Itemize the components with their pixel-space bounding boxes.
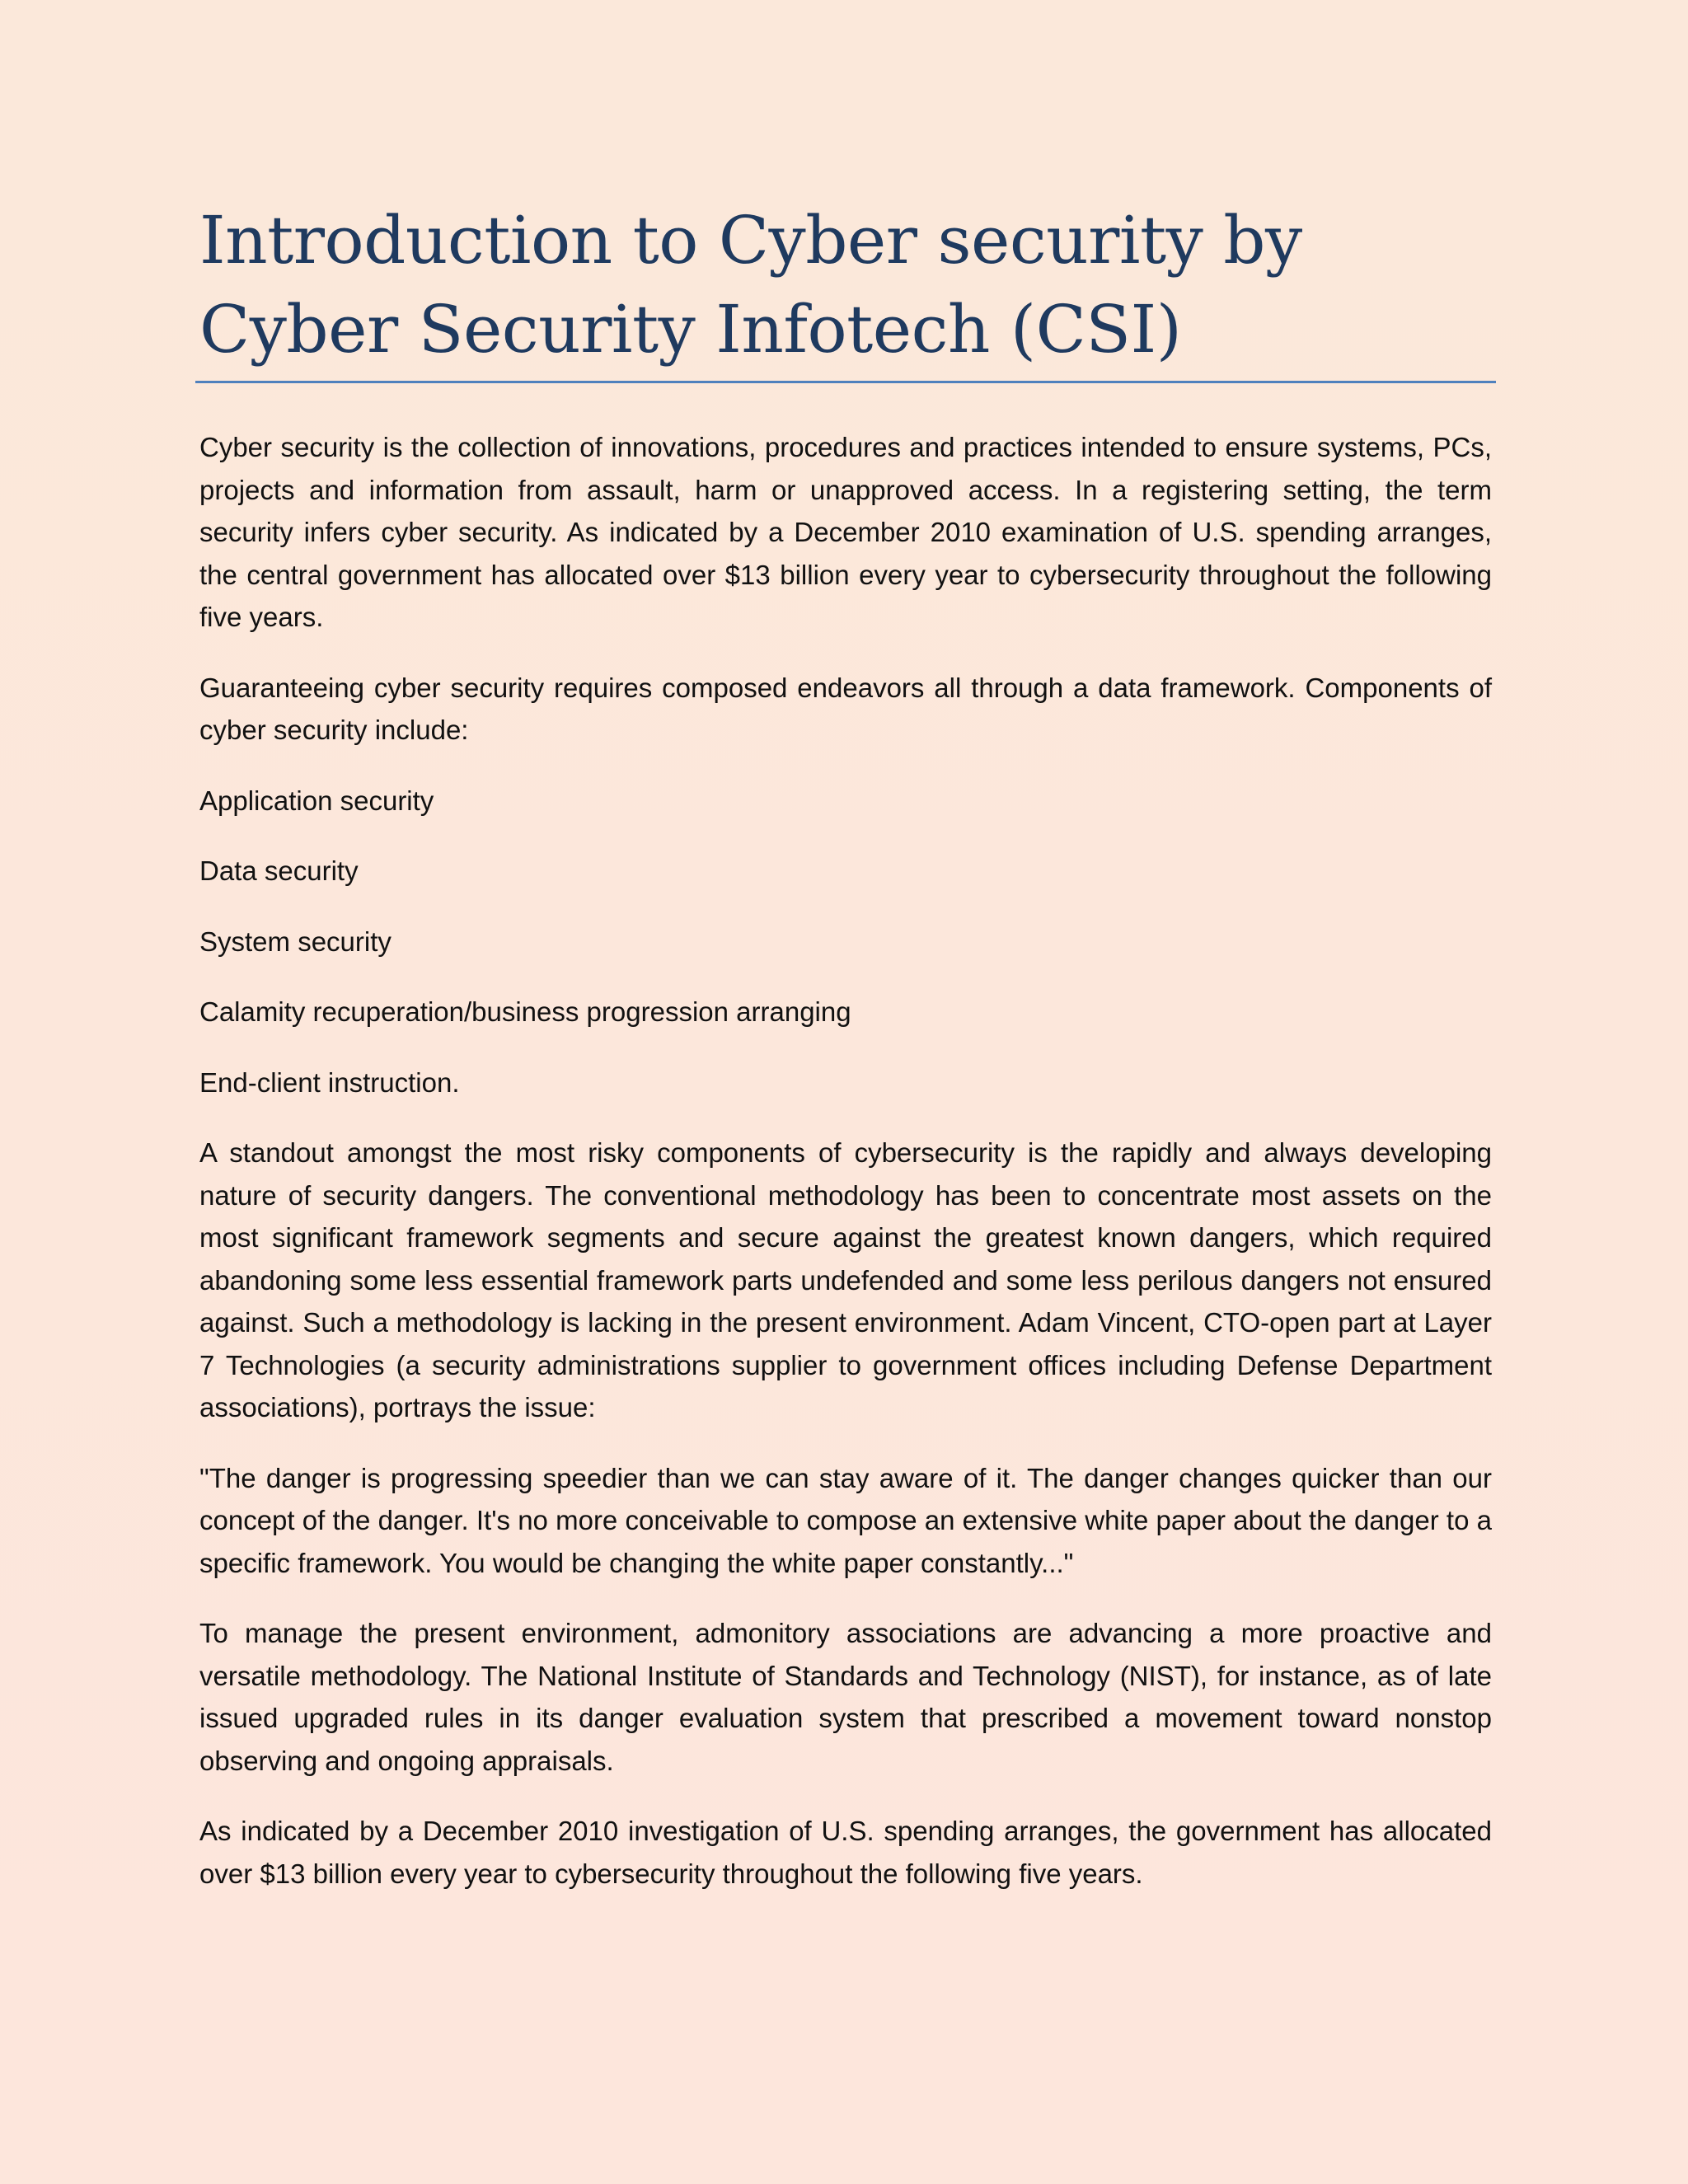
component-item-system-security: System security [199, 926, 392, 957]
paragraph-nist: To manage the present environment, admonitory associations are advancing a more proactive and versatile methodology. The National Institute of Standards and Technology (NIST), for instance, as of late issued upgraded rules in its danger evaluation system that prescribed a movement toward nonstop observing and ongoing appraisals. [199, 1618, 1492, 1776]
paragraph-quote: "The danger is progressing speedier than we can stay aware of it. The danger changes quicker than our concept of the danger. It's no more conceivable to compose an extensive white paper about the danger to a specific framework. You would be changing the white paper constantly..." [199, 1462, 1492, 1578]
component-item-calamity-recuperation: Calamity recuperation/business progression arranging [199, 996, 851, 1027]
document-content [199, 196, 1492, 1923]
component-item-data-security: Data security [199, 855, 359, 886]
component-item-application-security: Application security [199, 785, 434, 816]
paragraph-intro-2: Guaranteeing cyber security requires composed endeavors all through a data framework. Components of cyber security include: [199, 672, 1492, 745]
paragraph-spending: As indicated by a December 2010 investigation of U.S. spending arranges, the government has allocated over $13 billion every year to cybersecurity throughout the following five years. [199, 1816, 1492, 1889]
page-title: Introduction to Cyber security by Cyber Security Infotech (CSI) [199, 202, 1302, 368]
title-divider [195, 381, 1496, 383]
paragraph-risky-components: A standout amongst the most risky components of cybersecurity is the rapidly and always developing nature of security dangers. The conventional methodology has been to concentrate most assets on the most significant framework segments and secure against the greatest known dangers, which required abandoning some less essential framework parts undefended and some less perilous dangers not ensured against. Such a methodology is lacking in the present environment. Adam Vincent, CTO-open part at Layer 7 Technologies (a security administrations supplier to government offices including Defense Department associations), portrays the issue: [199, 1137, 1492, 1422]
document-body [199, 426, 1492, 1895]
paragraph-intro-1: Cyber security is the collection of innovations, procedures and practices intended to ensure systems, PCs, projects and information from assault, harm or unapproved access. In a registering setting, the term security infers cyber security. As indicated by a December 2010 examination of U.S. spending arranges, the central government has allocated over $13 billion every year to cybersecurity throughout the following five years. [199, 432, 1492, 632]
component-item-end-client-instruction: End-client instruction. [199, 1066, 460, 1098]
